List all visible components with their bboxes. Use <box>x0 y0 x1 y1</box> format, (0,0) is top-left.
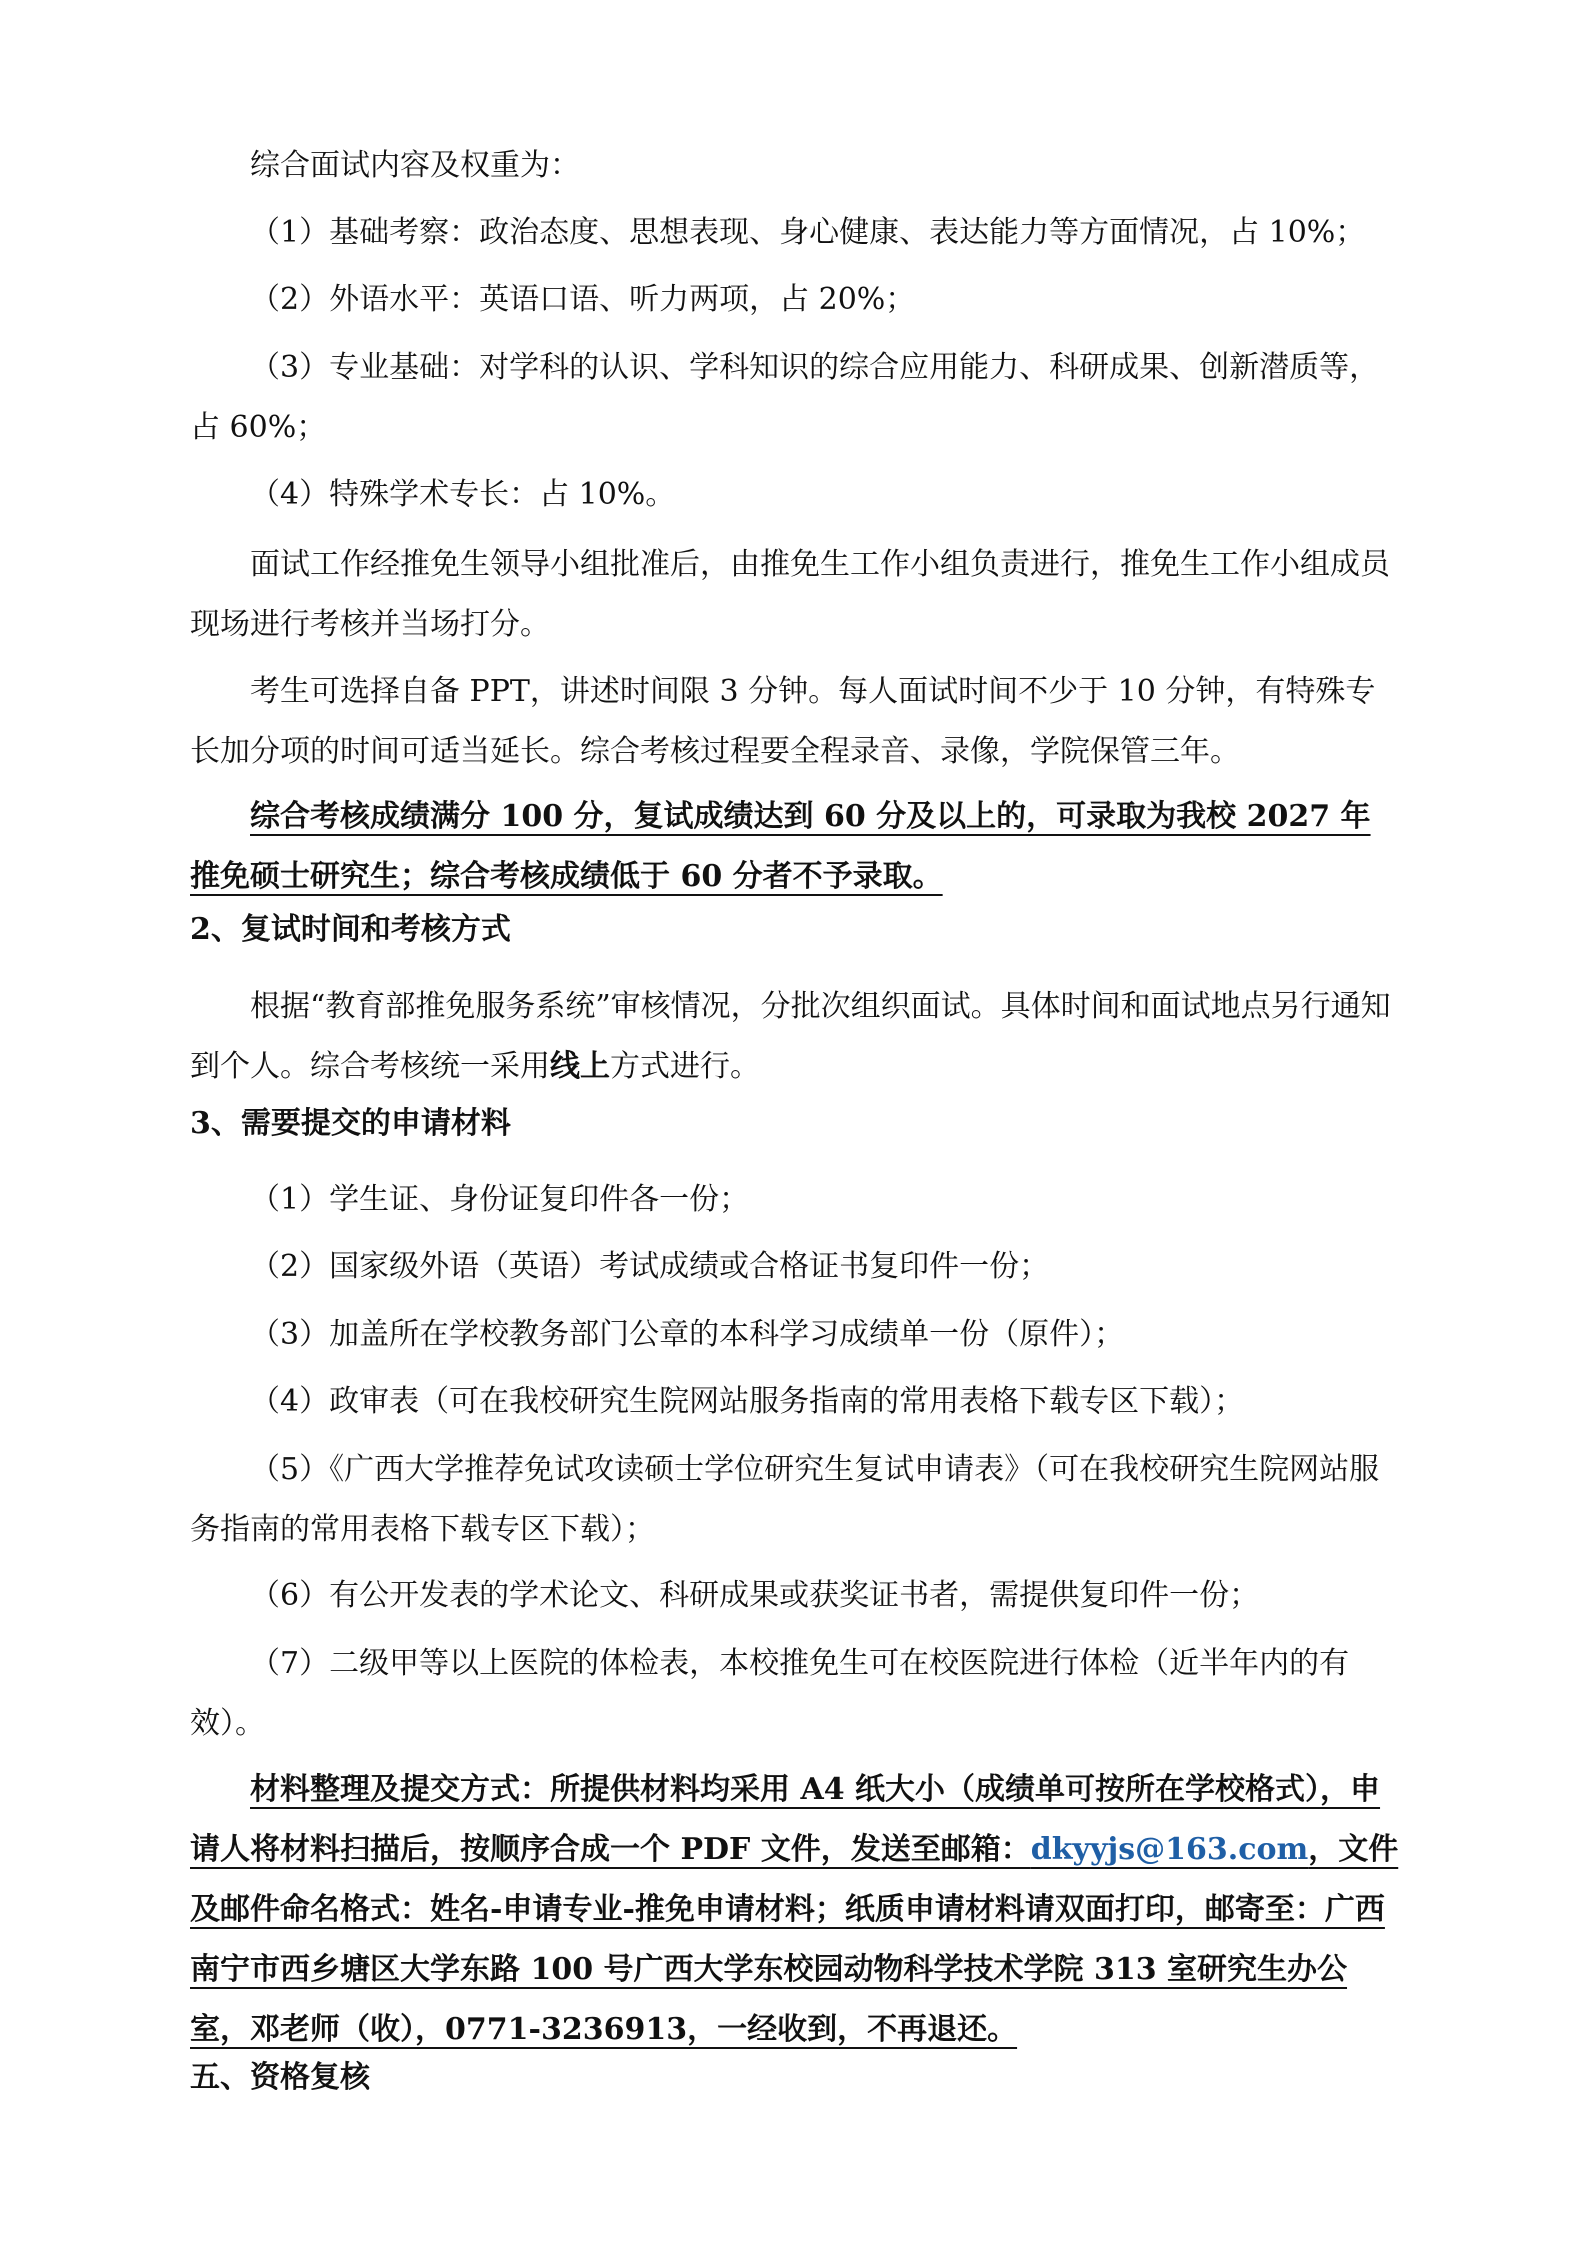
heading-retest-time: 2、复试时间和考核方式 <box>190 912 511 947</box>
submission-paragraph: 材料整理及提交方式：所提供材料均采用 A4 纸大小（成绩单可按所在学校格式），申请人将材料扫描后，按顺序合成一个 PDF 文件，发送至邮箱：dkyyjs@163.com，文件及邮件命名格式：姓名-申请专业-推免申请材料；纸质申请材料请双面打印，邮寄至：广西南宁市西乡塘区大学东路 100 号广西大学东校园动物科学技术学院 313 室研究生办公室，邓老师（收），0771-3236913，一经收到，不再退还。 <box>190 1772 1399 2047</box>
interview-item-1: （1）基础考察：政治态度、思想表现、身心健康、表达能力等方面情况，占 10%； <box>250 215 1366 250</box>
heading-materials: 3、需要提交的申请材料 <box>190 1106 511 1141</box>
interview-item-3: （3）专业基础：对学科的认识、学科知识的综合应用能力、科研成果、创新潜质等，占 60%； <box>190 350 1380 445</box>
heading-qualification-review: 五、资格复核 <box>190 2060 370 2095</box>
contact-email-link[interactable]: dkyyjs@163.com <box>1030 1832 1309 1867</box>
score-paragraph: 综合考核成绩满分 100 分，复试成绩达到 60 分及以上的，可录取为我校 2027 年推免硕士研究生；综合考核成绩低于 60 分者不予录取。 <box>190 799 1371 894</box>
material-item-4: （4）政审表（可在我校研究生院网站服务指南的常用表格下载专区下载）； <box>250 1384 1245 1419</box>
panel-paragraph: 面试工作经推免生领导小组批准后，由推免生工作小组负责进行，推免生工作小组成员现场进行考核并当场打分。 <box>190 547 1390 642</box>
interview-item-2: （2）外语水平：英语口语、听力两项，占 20%； <box>250 282 916 317</box>
online-emphasis: 线上 <box>550 1049 610 1084</box>
interview-intro: 综合面试内容及权重为： <box>250 148 580 183</box>
material-item-6: （6）有公开发表的学术论文、科研成果或获奖证书者，需提供复印件一份； <box>250 1578 1260 1613</box>
material-item-2: （2）国家级外语（英语）考试成绩或合格证书复印件一份； <box>250 1249 1050 1284</box>
material-item-1: （1）学生证、身份证复印件各一份； <box>250 1182 750 1217</box>
material-item-3: （3）加盖所在学校教务部门公章的本科学习成绩单一份（原件）； <box>250 1317 1125 1352</box>
material-item-7: （7）二级甲等以上医院的体检表，本校推免生可在校医院进行体检（近半年内的有效）。 <box>190 1646 1350 1741</box>
interview-item-4: （4）特殊学术专长：占 10%。 <box>250 477 676 512</box>
material-item-5: （5）《广西大学推荐免试攻读硕士学位研究生复试申请表》（可在我校研究生院网站服务指南的常用表格下载专区下载）； <box>190 1452 1380 1547</box>
retest-time-paragraph: 根据“教育部推免服务系统”审核情况，分批次组织面试。具体时间和面试地点另行通知到个人。综合考核统一采用线上方式进行。 <box>190 989 1391 1084</box>
ppt-paragraph: 考生可选择自备 PPT，讲述时间限 3 分钟。每人面试时间不少于 10 分钟，有特殊专长加分项的时间可适当延长。综合考核过程要全程录音、录像，学院保管三年。 <box>190 674 1376 769</box>
